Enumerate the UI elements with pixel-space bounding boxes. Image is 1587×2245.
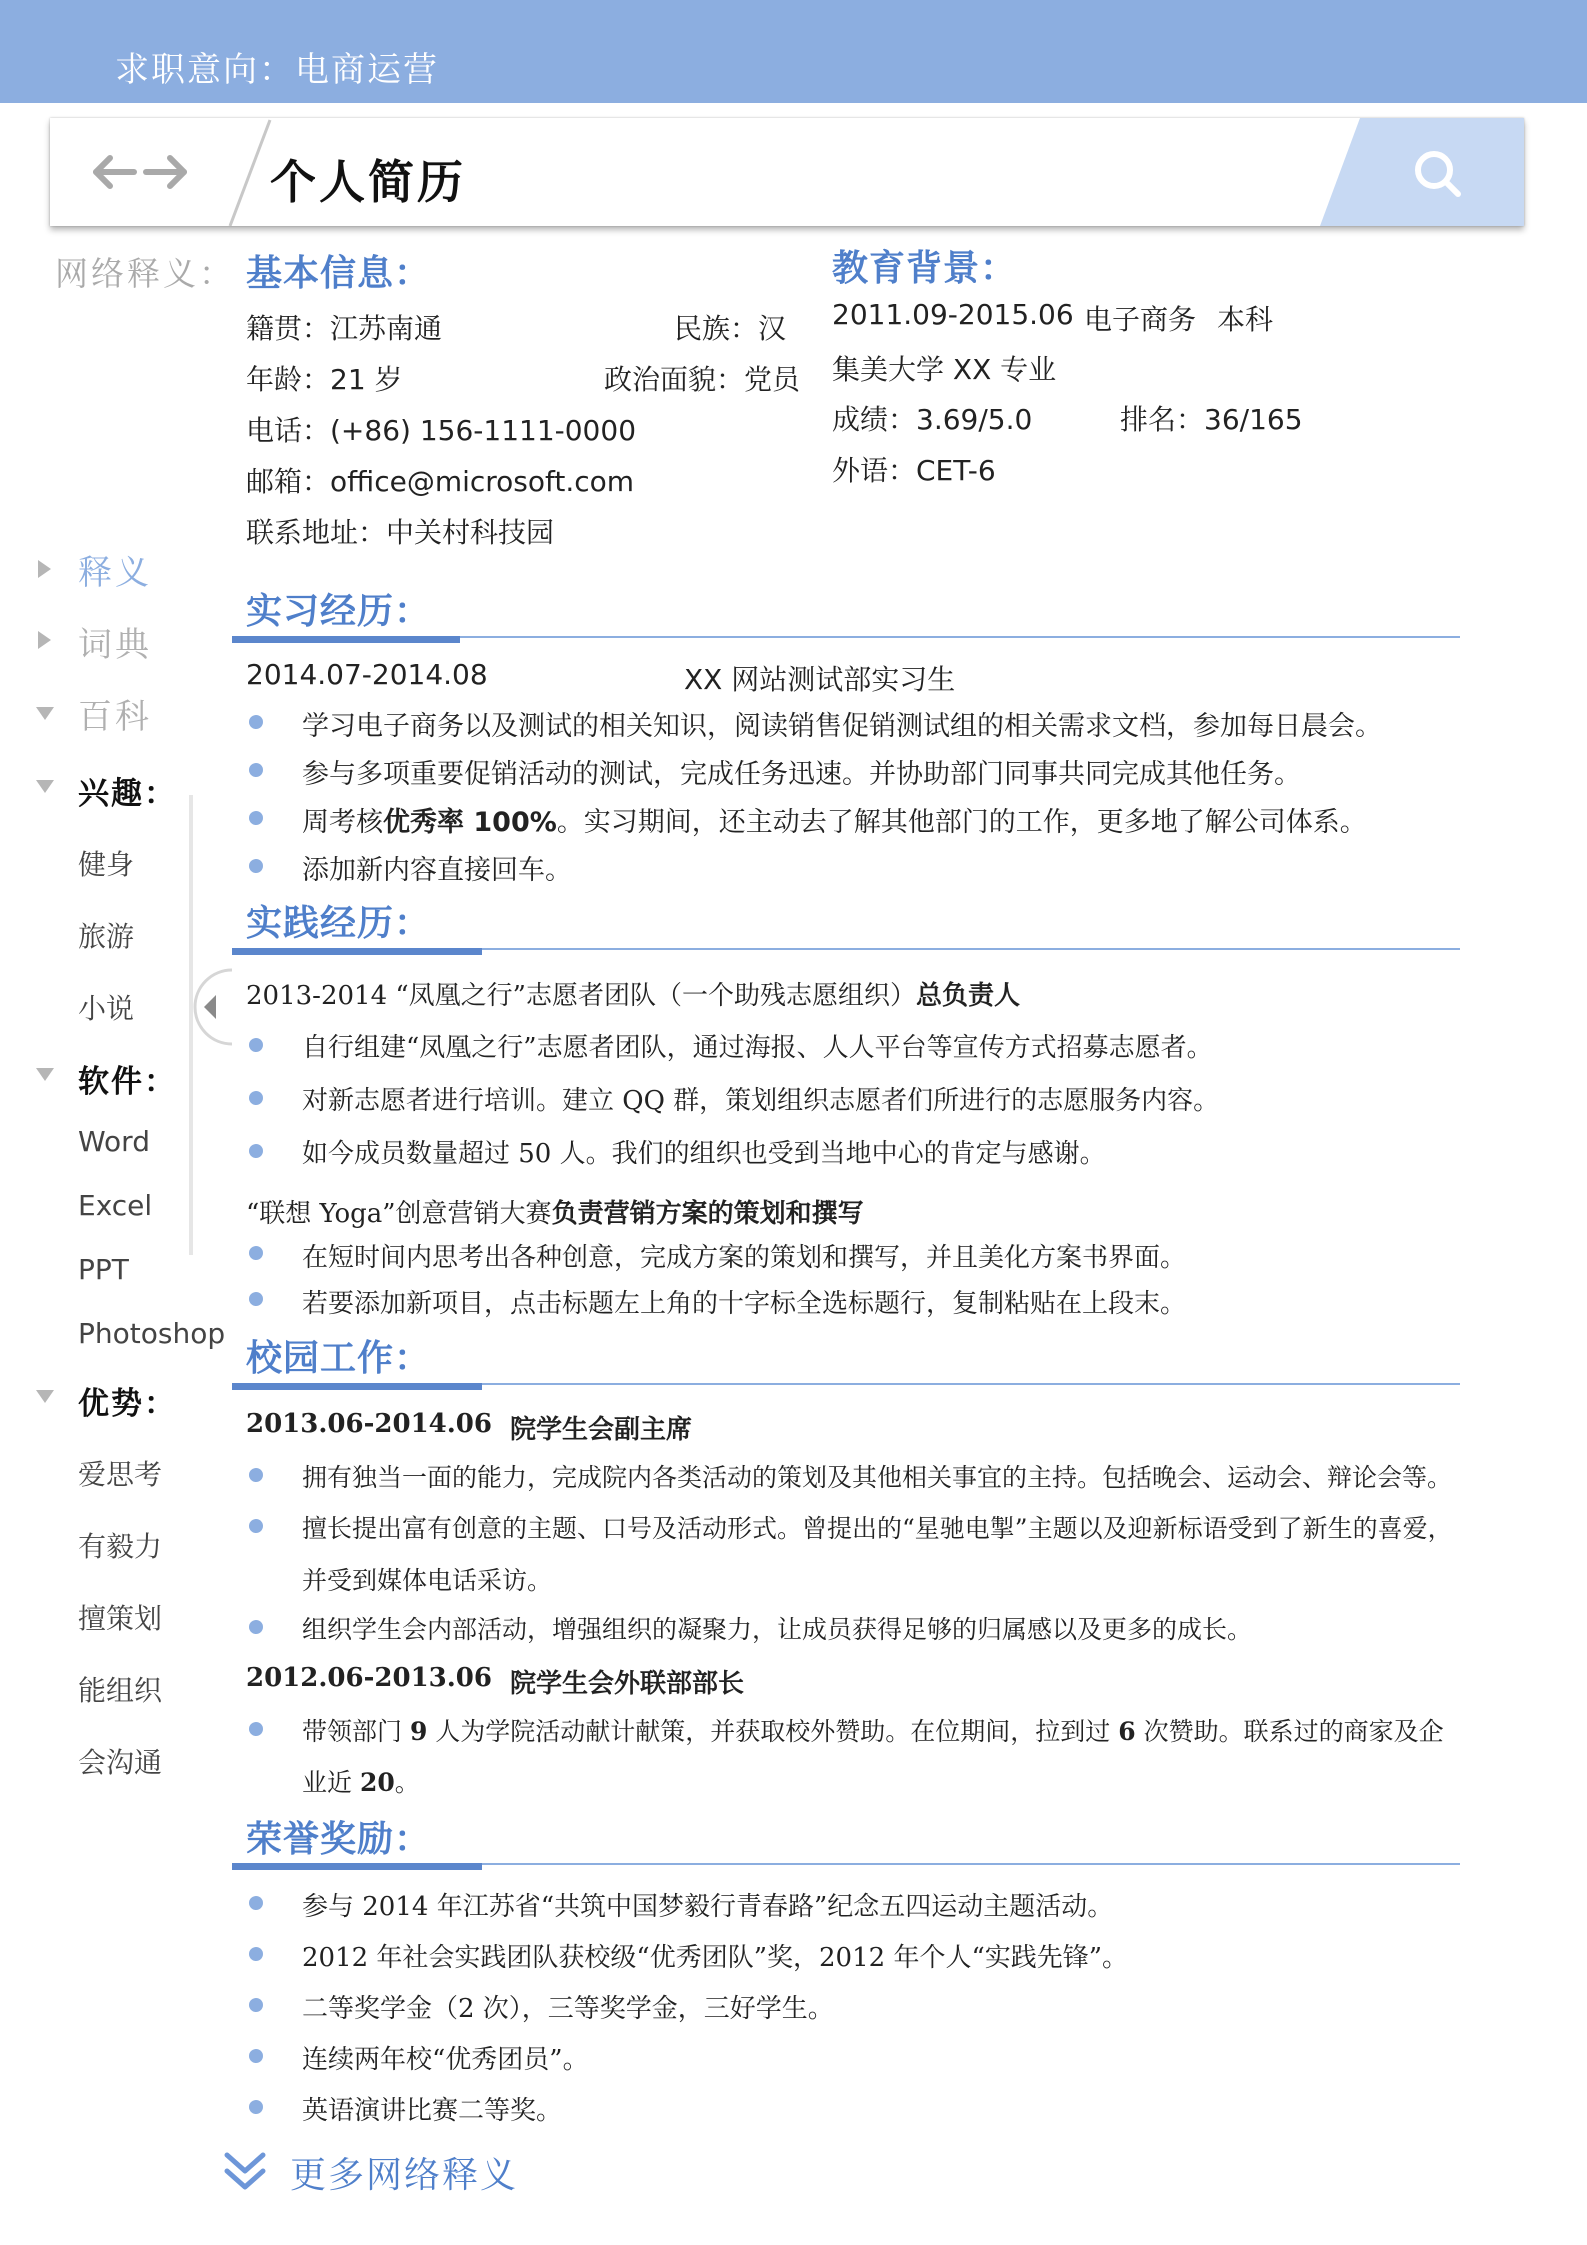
section-title-basic: 基本信息：	[246, 253, 432, 294]
campus-bullet: 拥有独当一面的能力，完成院内各类活动的策划及其他相关事宜的主持。包括晚会、运动会、辩论会等。	[302, 1463, 1453, 1492]
more-definitions-link[interactable]	[222, 2143, 522, 2199]
practice-bullet: 如今成员数量超过 50 人。我们的组织也受到当地中心的肯定与感谢。	[302, 1139, 1106, 1169]
basic-phone: 电话：(+86) 156-1111-0000	[246, 414, 637, 447]
interest-item: 小说	[78, 992, 135, 1025]
intern-bullet: 参与多项重要促销活动的测试，完成任务迅速。并协助部门同事共同完成其他任务。	[302, 759, 1301, 790]
top-banner	[0, 0, 1587, 103]
edu-language: 外语：CET-6	[832, 454, 996, 487]
software-item: Excel	[78, 1189, 153, 1222]
nav-item-dictionary[interactable]: 词典	[78, 625, 152, 665]
nav-item-encyclopedia[interactable]: 百科	[78, 697, 152, 737]
edu-rank: 排名：36/165	[1120, 403, 1303, 436]
bullet-dot	[249, 1144, 263, 1158]
bullet-dot	[249, 1519, 263, 1533]
practice-bullet: 对新志愿者进行培训。建立 QQ 群，策划组织志愿者们所进行的志愿服务内容。	[302, 1086, 1220, 1116]
edu-school: 集美大学 XX 专业	[832, 353, 1057, 386]
bullet-dot	[249, 2049, 263, 2063]
more-definitions-label: 更多网络释义	[290, 2155, 519, 2196]
edu-period: 2011.09-2015.06	[832, 298, 1074, 331]
double-chevron-down-icon	[222, 2149, 268, 2193]
honor-item: 2012 年社会实践团队获校级“优秀团队”奖，2012 年个人“实践先锋”。	[302, 1943, 1129, 1973]
collapse-arrow-icon[interactable]	[36, 780, 54, 793]
intern-bullet: 添加新内容直接回车。	[302, 855, 572, 886]
campus-period: 2012.06-2013.06	[246, 1663, 492, 1693]
expand-arrow-icon[interactable]	[38, 560, 51, 578]
strength-item: 爱思考	[78, 1458, 163, 1491]
section-accent-bar	[232, 1863, 482, 1870]
section-strengths: 优势：	[78, 1386, 177, 1422]
practice-bullet: 自行组建“凤凰之行”志愿者团队，通过海报、人人平台等宣传方式招募志愿者。	[302, 1033, 1213, 1063]
search-bar	[50, 118, 1524, 226]
section-accent-bar	[232, 636, 460, 643]
strength-item: 有毅力	[78, 1530, 163, 1563]
section-accent-bar	[232, 1383, 482, 1390]
campus-period: 2013.06-2014.06	[246, 1409, 492, 1439]
edu-gpa: 成绩：3.69/5.0	[832, 403, 1033, 436]
campus-bullet: 擅长提出富有创意的主题、口号及活动形式。曾提出的“星驰电掣”主题以及迎新标语受到了新生的喜爱，	[302, 1514, 1453, 1543]
strength-item: 能组织	[78, 1674, 163, 1707]
practice-heading: 2013-2014 “凤凰之行”志愿者团队（一个助残志愿组织）总负责人	[246, 981, 1020, 1011]
bullet-dot	[249, 763, 263, 777]
bullet-dot	[249, 1998, 263, 2012]
search-button[interactable]	[1320, 118, 1524, 226]
campus-bullet: 带领部门 9 人为学院活动献计献策，并获取校外赞助。在位期间，拉到过 6 次赞助。联系过的商家及企	[302, 1717, 1444, 1746]
edu-major: 电子商务	[1084, 303, 1197, 336]
strength-item: 会沟通	[78, 1746, 163, 1779]
bullet-dot	[249, 1947, 263, 1961]
bullet-dot	[249, 1246, 263, 1260]
honor-item: 连续两年校“优秀团员”。	[302, 2045, 589, 2075]
collapse-arrow-icon[interactable]	[36, 1390, 54, 1403]
bullet-dot	[249, 859, 263, 873]
campus-role: 院学生会外联部部长	[510, 1669, 745, 1699]
basic-ethnicity: 民族：汉	[674, 312, 787, 345]
intern-bullet: 学习电子商务以及测试的相关知识，阅读销售促销测试组的相关需求文档，参加每日晨会。	[302, 711, 1382, 742]
bullet-dot	[249, 1722, 263, 1736]
net-definition-label: 网络释义：	[55, 254, 235, 293]
back-forward-arrows-icon[interactable]	[90, 144, 190, 200]
practice-bullet: 若要添加新项目，点击标题左上角的十字标全选标题行，复制粘贴在上段末。	[302, 1289, 1187, 1319]
basic-address: 联系地址：中关村科技园	[246, 516, 555, 549]
collapse-sidebar-icon[interactable]	[188, 968, 232, 1046]
intern-bullet: 周考核优秀率 100%。实习期间，还主动去了解其他部门的工作，更多地了解公司体系。	[302, 807, 1367, 838]
basic-origin: 籍贯：江苏南通	[246, 312, 443, 345]
honor-item: 二等奖学金（2 次），三等奖学金，三好学生。	[302, 1994, 834, 2024]
section-title-practice: 实践经历：	[246, 903, 432, 944]
intern-role: XX 网站测试部实习生	[684, 663, 956, 696]
section-interests: 兴趣：	[78, 776, 177, 812]
nav-item-definition[interactable]: 释义	[78, 553, 152, 593]
bullet-dot	[249, 811, 263, 825]
page-title: 个人简历	[270, 155, 466, 209]
software-item: PPT	[78, 1253, 129, 1286]
bullet-dot	[249, 1038, 263, 1052]
bullet-dot	[249, 2100, 263, 2114]
bullet-dot	[249, 1896, 263, 1910]
strength-item: 擅策划	[78, 1602, 163, 1635]
honor-item: 参与 2014 年江苏省“共筑中国梦毅行青春路”纪念五四运动主题活动。	[302, 1892, 1114, 1922]
bullet-dot	[249, 1091, 263, 1105]
interest-item: 旅游	[78, 920, 135, 953]
software-item: Photoshop	[78, 1317, 226, 1350]
bullet-dot	[249, 1620, 263, 1634]
section-title-honors: 荣誉奖励：	[246, 1819, 432, 1860]
practice-bullet: 在短时间内思考出各种创意，完成方案的策划和撰写，并且美化方案书界面。	[302, 1243, 1187, 1273]
practice-heading: “联想 Yoga”创意营销大赛负责营销方案的策划和撰写	[246, 1199, 864, 1229]
campus-bullet: 组织学生会内部活动，增强组织的凝聚力，让成员获得足够的归属感以及更多的成长。	[302, 1615, 1253, 1644]
basic-age: 年龄：21 岁	[246, 363, 403, 396]
campus-bullet-cont: 并受到媒体电话采访。	[302, 1566, 553, 1595]
bullet-dot	[249, 1292, 263, 1306]
campus-role: 院学生会副主席	[510, 1415, 693, 1445]
section-accent-bar	[232, 948, 482, 955]
edu-degree: 本科	[1217, 303, 1274, 336]
expand-arrow-icon[interactable]	[38, 631, 51, 649]
collapse-arrow-icon[interactable]	[36, 707, 54, 720]
collapse-arrow-icon[interactable]	[36, 1068, 54, 1081]
interest-item: 健身	[78, 848, 135, 881]
software-item: Word	[78, 1125, 150, 1158]
intern-period: 2014.07-2014.08	[246, 658, 488, 691]
section-title-education: 教育背景：	[832, 248, 1018, 289]
section-title-campus: 校园工作：	[246, 1338, 432, 1379]
section-software: 软件：	[78, 1064, 177, 1100]
campus-bullet-cont: 业近 20。	[302, 1768, 420, 1797]
honor-item: 英语演讲比赛二等奖。	[302, 2096, 563, 2126]
job-intention: 求职意向：电商运营	[115, 50, 439, 90]
bullet-dot	[249, 1468, 263, 1482]
basic-politics: 政治面貌：党员	[604, 363, 801, 396]
section-title-intern: 实习经历：	[246, 591, 432, 632]
bullet-dot	[249, 715, 263, 729]
basic-email: 邮箱：office@microsoft.com	[246, 465, 635, 498]
